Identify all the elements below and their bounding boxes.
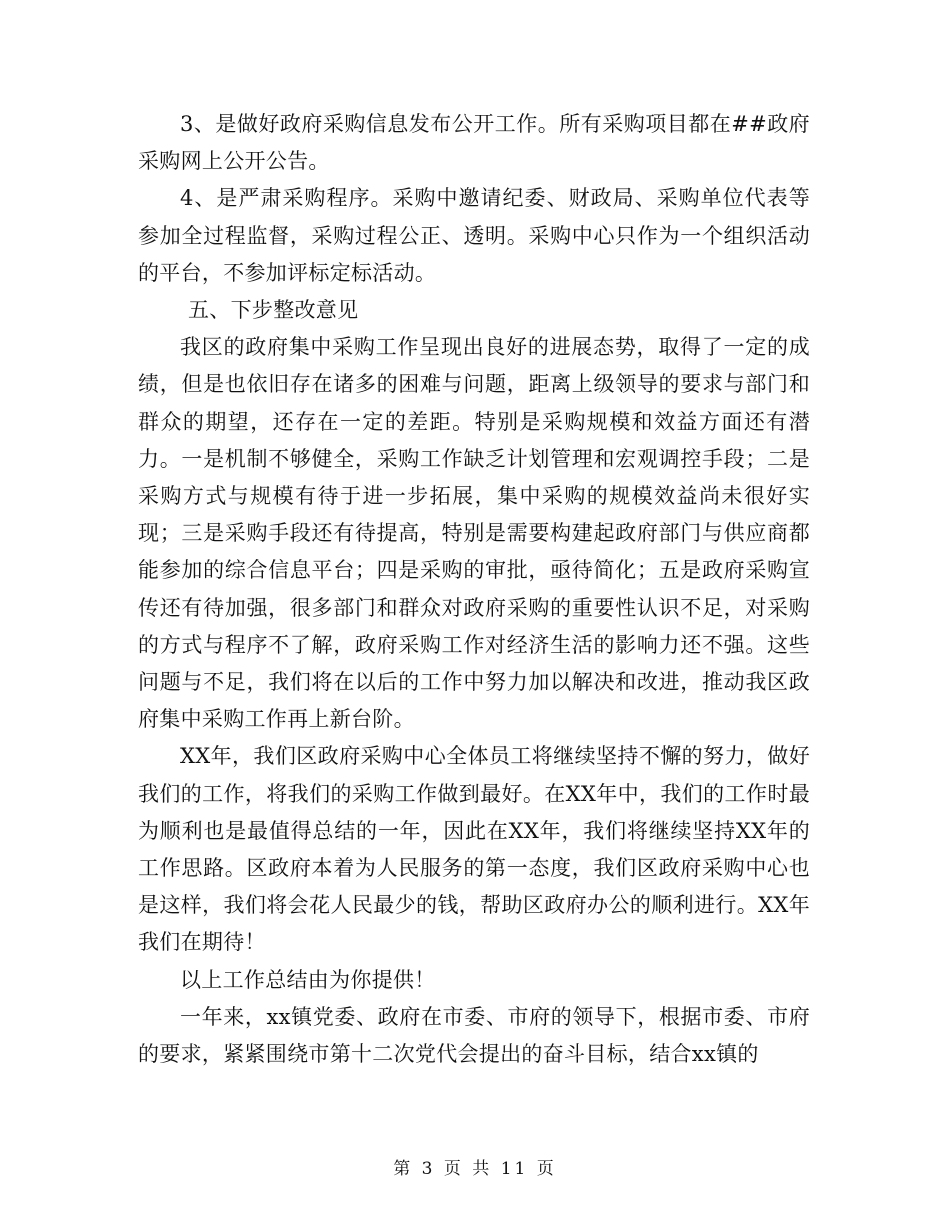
document-body xyxy=(138,106,810,1073)
paragraph-item-4: 4、是严肃采购程序。采购中邀请纪委、财政局、采购单位代表等参加全过程监督，采购过程公正、透明。采购中心只作为一个组织活动的平台，不参加评标定标活动。 xyxy=(138,186,810,285)
paragraph-outlook: XX年，我们区政府采购中心全体员工将继续坚持不懈的努力，做好我们的工作，将我们的采购工作做到最好。在XX年中，我们的工作时最为顺利也是最值得总结的一年，因此在XX年，我们将继续坚持XX年的工作思路。区政府本着为人民服务的第一态度，我们区政府采购中心也是这样，我们将会花人民最少的钱，帮助区政府办公的顺利进行。XX年我们在期待！ xyxy=(138,744,810,955)
paragraph-town-summary: 一年来，xx镇党委、政府在市委、市府的领导下，根据市委、市府的要求，紧紧围绕市第十二次党代会提出的奋斗目标，结合xx镇的 xyxy=(138,1004,810,1067)
paragraph-item-3: 3、是做好政府采购信息发布公开工作。所有采购项目都在##政府采购网上公开公告。 xyxy=(138,112,810,174)
paragraph-problems: 我区的政府集中采购工作呈现出良好的进展态势，取得了一定的成绩，但是也依旧存在诸多的困难与问题，距离上级领导的要求与部门和群众的期望，还存在一定的差距。特别是采购规模和效益方面还有潜力。一是机制不够健全，采购工作缺乏计划管理和宏观调控手段；二是采购方式与规模有待于进一步拓展，集中采购的规模效益尚未很好实现；三是采购手段还有待提高，特别是需要构建起政府部门与供应商都能参加的综合信息平台；四是采购的审批，亟待简化；五是政府采购宣传还有待加强，很多部门和群众对政府采购的重要性认识不足，对采购的方式与程序不了解，政府采购工作对经济生活的影响力还不强。这些问题与不足，我们将在以后的工作中努力加以解决和改进，推动我区政府集中采购工作再上新台阶。 xyxy=(138,335,810,732)
section-heading: 五、下步整改意见 xyxy=(188,298,359,323)
paragraph-closing-note: 以上工作总结由为你提供！ xyxy=(180,967,436,992)
page-number-footer: 第 3 页 共 11 页 xyxy=(393,1159,557,1179)
